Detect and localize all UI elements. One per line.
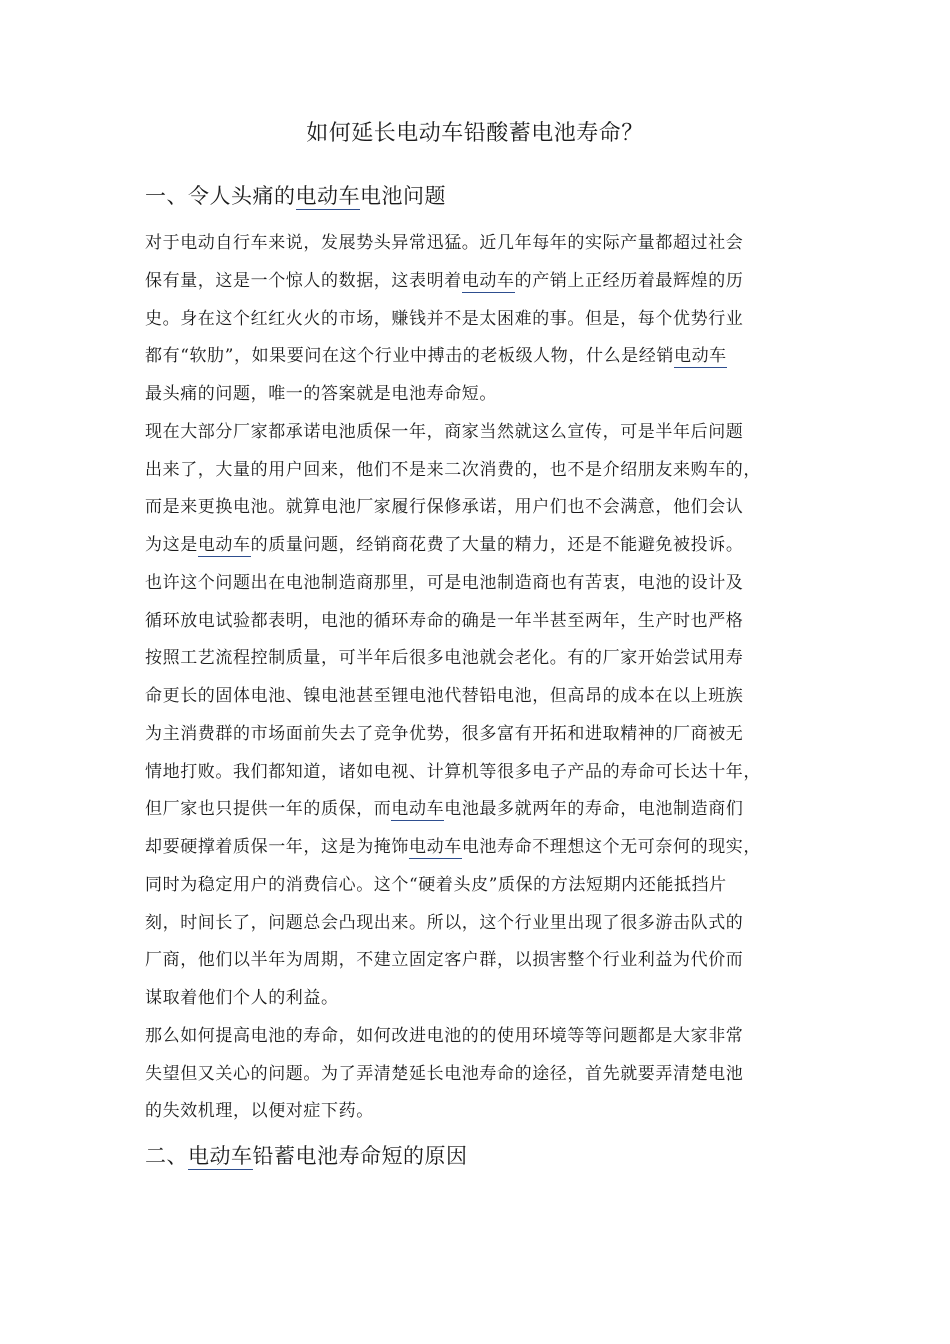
electric-vehicle-link[interactable]: 电动车 — [391, 799, 445, 820]
body-line-text: 同时为稳定用户的消费信心。这个“硬着头皮”质保的方法短期内还能抵挡片 — [145, 874, 727, 895]
document-title: 如何延长电动车铅酸蓄电池寿命？ — [306, 121, 644, 146]
body-line — [145, 344, 805, 368]
body-line-text: 电池寿命不理想这个无可奈何的现实， — [461, 837, 762, 857]
electric-vehicle-link[interactable]: 电动车 — [673, 346, 727, 367]
body-line — [145, 420, 805, 444]
body-line — [145, 722, 805, 746]
body-line — [145, 911, 805, 935]
body-line — [145, 948, 805, 972]
body-line-text: 对于电动自行车来说，发展势头异常迅猛。近几年每年的实际产量都超过社会 — [145, 233, 744, 253]
body-line-text: 保有量，这是一个惊人的数据，这表明着 — [145, 270, 462, 291]
body-line — [145, 986, 805, 1010]
body-line-text: 的失效机理，以便对症下药。 — [145, 1101, 374, 1122]
body-line-text: 但厂家也只提供一年的质保，而 — [145, 799, 392, 820]
electric-vehicle-link[interactable]: 电动车 — [197, 535, 251, 555]
section-heading-1-prefix: 一、令人头痛的 — [145, 184, 296, 208]
body-line — [145, 797, 805, 821]
body-line — [145, 609, 805, 633]
section-heading-2-link[interactable]: 电动车 — [188, 1144, 253, 1168]
body-line — [145, 307, 805, 331]
body-line-text: 厂商，他们以半年为周期，不建立固定客户群，以损害整个行业利益为代价而 — [145, 950, 744, 971]
body-line-text: 循环放电试验都表明，电池的循环寿命的确是一年半甚至两年，生产时也严格 — [145, 610, 744, 631]
body-line — [145, 231, 805, 255]
electric-vehicle-link[interactable]: 电动车 — [409, 837, 462, 857]
electric-vehicle-link[interactable]: 电动车 — [461, 270, 515, 291]
body-line — [145, 760, 805, 784]
body-line-text: 的质量问题，经销商花费了大量的精力，还是不能避免被投诉。 — [250, 535, 744, 555]
body-line — [145, 1099, 805, 1123]
body-line-text: 现在大部分厂家都承诺电池质保一年，商家当然就这么宣传，可是半年后问题 — [145, 421, 744, 442]
body-line-text: 为主消费群的市场面前失去了竞争优势，很多富有开拓和进取精神的厂商被无 — [145, 723, 744, 744]
section-heading-1-suffix: 电池问题 — [360, 184, 446, 208]
body-line — [145, 684, 805, 708]
body-line — [145, 1062, 805, 1086]
section-heading-2 — [145, 1140, 468, 1172]
body-line — [145, 458, 805, 482]
body-line-text: 电池最多就两年的寿命，电池制造商们 — [444, 799, 744, 820]
body-line — [145, 269, 805, 293]
section-heading-2-suffix: 铅蓄电池寿命短的原因 — [252, 1144, 468, 1168]
body-line-text: 却要硬撑着质保一年，这是为掩饰 — [145, 837, 409, 857]
body-line-text: 谋取着他们个人的利益。 — [145, 988, 339, 1008]
body-line-text: 按照工艺流程控制质量，可半年后很多电池就会老化。有的厂家开始尝试用寿 — [145, 648, 744, 669]
section-heading-1 — [145, 180, 446, 212]
body-line-text: 最头痛的问题，唯一的答案就是电池寿命短。 — [145, 384, 497, 404]
body-line-text: 为这是 — [145, 535, 198, 555]
body-line-text: 那么如何提高电池的寿命，如何改进电池的的使用环境等等问题都是大家非常 — [145, 1025, 744, 1046]
body-line-text: 命更长的固体电池、镍电池甚至锂电池代替铅电池，但高昂的成本在以上班族 — [145, 686, 744, 706]
body-line — [145, 571, 805, 595]
body-line-text: 史。身在这个红红火火的市场，赚钱并不是太困难的事。但是，每个优势行业 — [145, 308, 744, 329]
section-heading-1-link[interactable]: 电动车 — [295, 184, 360, 208]
body-line-text: 而是来更换电池。就算电池厂家履行保修承诺，用户们也不会满意，他们会认 — [145, 497, 744, 518]
body-line-text: 也许这个问题出在电池制造商那里，可是电池制造商也有苦衷，电池的设计及 — [145, 572, 744, 593]
body-line-text: 都有“软肋”，如果要问在这个行业中搏击的老板级人物，什么是经销 — [145, 346, 674, 367]
body-line — [145, 835, 805, 859]
body-line — [145, 646, 805, 670]
body-line-text: 的产销上正经历着最辉煌的历 — [514, 270, 744, 291]
body-line-text: 出来了，大量的用户回来，他们不是来二次消费的，也不是介绍朋友来购车的， — [145, 459, 761, 480]
body-line — [145, 495, 805, 519]
body-line — [145, 1024, 805, 1048]
body-line-text: 刻，时间长了，问题总会凸现出来。所以，这个行业里出现了很多游击队式的 — [145, 912, 744, 933]
body-line — [145, 382, 805, 406]
body-line — [145, 873, 805, 897]
body-line-text: 失望但又关心的问题。为了弄清楚延长电池寿命的途径，首先就要弄清楚电池 — [145, 1063, 744, 1084]
section-heading-2-prefix: 二、 — [145, 1144, 188, 1168]
body-line — [145, 533, 805, 557]
body-line-text: 情地打败。我们都知道，诸如电视、计算机等很多电子产品的寿命可长达十年， — [145, 761, 761, 782]
